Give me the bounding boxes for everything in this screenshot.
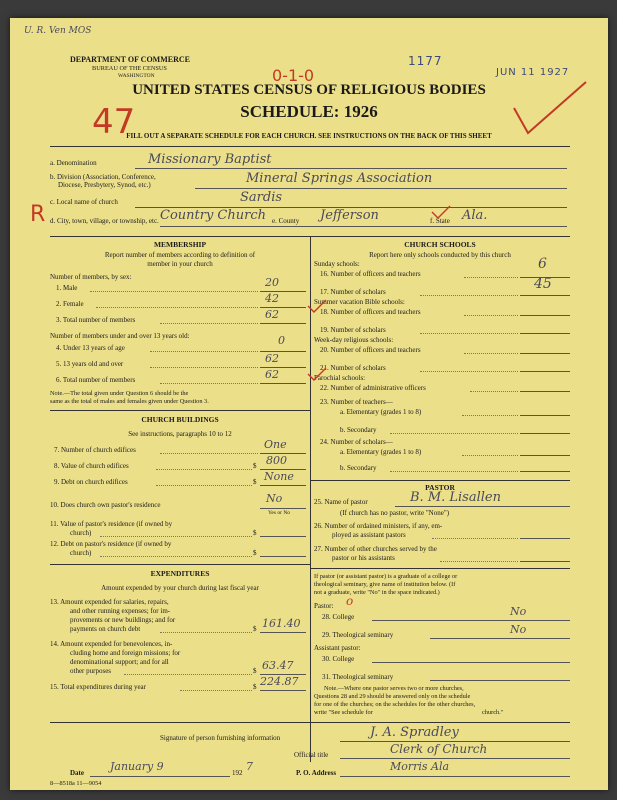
q16-label: 16. Number of officers and teachers: [320, 270, 421, 278]
q25-value: B. M. Lisallen: [410, 490, 501, 505]
date-stamp: JUN 11 1927: [496, 67, 570, 78]
form-title: UNITED STATES CENSUS OF RELIGIOUS BODIES: [132, 82, 486, 98]
official-title-label: Official title: [294, 751, 329, 759]
signature-value: J. A. Spradley: [370, 725, 459, 740]
state-value: Ala.: [462, 208, 488, 223]
q16-value: 6: [538, 256, 547, 272]
local-name-label: c. Local name of church: [50, 198, 118, 206]
q9-value: None: [264, 470, 294, 483]
q20-label: 20. Number of officers and teachers: [320, 346, 421, 354]
bureau-name: BUREAU OF THE CENSUS: [92, 65, 167, 72]
q10-value: No: [266, 492, 283, 505]
parochial-label: Parochial schools:: [314, 374, 366, 382]
q24b-label: b. Secondary: [340, 464, 377, 472]
q30-label: 30. College: [322, 655, 355, 663]
q2-value: 42: [265, 292, 279, 305]
q29-value: No: [510, 623, 527, 636]
q12-label-b: church): [70, 549, 92, 557]
county-label: e. County: [272, 217, 300, 225]
check-mark-icon: [306, 298, 328, 314]
q17-label: 17. Number of scholars: [320, 288, 386, 296]
department-name: DEPARTMENT OF COMMERCE: [70, 55, 191, 64]
state-label: f. State: [430, 217, 450, 225]
check-mark-icon: [430, 204, 452, 220]
q8-dollar: $: [253, 462, 257, 470]
schools-sub: Report here only schools conducted by this church: [369, 251, 511, 259]
year-label: 192: [232, 769, 243, 777]
by-sex-label: Number of members, by sex:: [50, 273, 132, 281]
po-address-value: Morris Ala: [390, 760, 450, 773]
division-label-1: b. Division (Association, Conference,: [50, 173, 156, 181]
pastor-sub-label: Pastor:: [314, 602, 334, 610]
q13-label-d: payments on church debt: [70, 625, 141, 633]
schools-title: CHURCH SCHOOLS: [404, 240, 476, 249]
q15-value: 224.87: [260, 675, 299, 688]
q23-label: 23. Number of teachers—: [320, 398, 393, 406]
membership-title: MEMBERSHIP: [153, 240, 207, 249]
q26-label-b: ployed as assistant pastors: [332, 531, 406, 539]
q26-label-a: 26. Number of ordained ministers, if any, em-: [314, 522, 443, 530]
q28-value: No: [510, 605, 527, 618]
pastor-inst-2: theological seminary, give name of institution below. (If: [314, 581, 456, 588]
date-label: Date: [70, 769, 84, 777]
membership-sub2: member in your church: [147, 260, 213, 268]
q8-value: 800: [266, 454, 287, 467]
r-mark: R: [30, 202, 46, 227]
q11-dollar: $: [253, 529, 257, 537]
q4-value: 0: [278, 334, 285, 347]
date-value: January 9: [110, 760, 164, 773]
q21-label: 21. Number of scholars: [320, 364, 386, 372]
membership-note-1: Note.—The total given under Question 6 should be the: [50, 390, 189, 397]
q9-dollar: $: [253, 478, 257, 486]
q23b-label: b. Secondary: [340, 426, 377, 434]
age-head-label: Number of members under and over 13 years old:: [50, 332, 190, 340]
q27-label-a: 27. Number of other churches served by the: [314, 545, 437, 553]
pastor-note-5: church.": [482, 709, 504, 716]
division-value: Mineral Springs Association: [246, 171, 433, 186]
q14-label-b: cluding home and foreign missions; for: [70, 649, 181, 657]
q14-dollar: $: [253, 667, 257, 675]
q6-value: 62: [265, 368, 279, 381]
q13-value: 161.40: [262, 617, 301, 630]
q3-label: 3. Total number of members: [56, 316, 136, 324]
form-instruction: FILL OUT A SEPARATE SCHEDULE FOR EACH CHURCH. SEE INSTRUCTIONS ON THE BACK OF THIS SHEET: [126, 132, 492, 140]
q14-label-a: 14. Amount expended for benevolences, in-: [50, 640, 173, 648]
q24a-label: a. Elementary (grades 1 to 8): [340, 448, 422, 456]
serial-number: 1177: [408, 54, 443, 68]
q14-label-c: denominational support; and for all: [70, 658, 169, 666]
q13-label-c: provements or new buildings; and for: [70, 616, 176, 624]
q11-label-b: church): [70, 529, 92, 537]
q4-label: 4. Under 13 years of age: [56, 344, 125, 352]
q12-label-a: 12. Debt on pastor's residence (if owned by: [50, 540, 172, 548]
q3-value: 62: [265, 308, 279, 321]
denomination-value: Missionary Baptist: [148, 152, 272, 167]
summer-label: Summer vacation Bible schools:: [314, 298, 405, 306]
q18-label: 18. Number of officers and teachers: [320, 308, 421, 316]
archive-stamp: U. R. Ven MOS: [24, 26, 92, 36]
q28-label: 28. College: [322, 613, 355, 621]
division-label-2: Diocese, Presbytery, Synod, etc.): [58, 181, 151, 189]
q8-label: 8. Value of church edifices: [54, 462, 129, 470]
q10-yes-no: Yes or No: [268, 510, 291, 516]
pastor-title: PASTOR: [425, 483, 455, 492]
q5-label: 5. 13 years old and over: [56, 360, 124, 368]
city-value: Country Church: [160, 208, 266, 223]
assistant-label: Assistant pastor:: [314, 644, 361, 652]
q23a-label: a. Elementary (grades 1 to 8): [340, 408, 422, 416]
po-address-label: P. O. Address: [296, 769, 337, 777]
membership-note-2: same as the total of males and females given under Question 3.: [50, 398, 209, 405]
q22-label: 22. Number of administrative officers: [320, 384, 426, 392]
expenditures-title: EXPENDITURES: [150, 569, 210, 578]
q15-dollar: $: [253, 683, 257, 691]
signature-label: Signature of person furnishing information: [160, 734, 281, 742]
county-value: Jefferson: [320, 208, 379, 223]
column-divider: [310, 236, 311, 762]
q1-label: 1. Male: [56, 284, 78, 292]
q11-label-a: 11. Value of pastor's residence (if owned by: [50, 520, 173, 528]
q13-label-a: 13. Amount expended for salaries, repairs,: [50, 598, 169, 606]
city-name: WASHINGTON: [118, 73, 155, 79]
q25-label: 25. Name of pastor: [314, 498, 368, 506]
big-number-mark: 47: [92, 102, 136, 142]
q10-label: 10. Does church own pastor's residence: [50, 501, 161, 509]
q12-dollar: $: [253, 549, 257, 557]
q25-sub: (If church has no pastor, write "None"): [340, 509, 450, 517]
q14-label-d: other purposes: [70, 667, 112, 675]
pastor-red-mark: o: [346, 594, 354, 608]
q2-label: 2. Female: [56, 300, 84, 308]
local-name-value: Sardis: [240, 190, 283, 205]
pastor-inst-3: not a graduate, write "No" in the space indicated.): [314, 589, 440, 596]
pastor-note-3: for one of the churches; on the schedules for the other churches,: [314, 701, 476, 708]
q24-label: 24. Number of scholars—: [320, 438, 393, 446]
q6-label: 6. Total number of members: [56, 376, 136, 384]
form-footer-code: 8—8518a 11—9054: [50, 780, 102, 787]
sunday-label: Sunday schools:: [314, 260, 360, 268]
schedule-title: SCHEDULE: 1926: [240, 102, 378, 121]
q31-label: 31. Theological seminary: [322, 673, 394, 681]
q13-dollar: $: [253, 625, 257, 633]
city-label: d. City, town, village, or township, etc.: [50, 217, 159, 225]
pastor-note-1: Note.—Where one pastor serves two or more churches,: [324, 685, 464, 692]
q15-label: 15. Total expenditures during year: [50, 683, 146, 691]
pastor-inst-1: If pastor (or assistant pastor) is a graduate of a college or: [314, 573, 458, 580]
q9-label: 9. Debt on church edifices: [54, 478, 128, 486]
buildings-sub: See instructions, paragraphs 10 to 12: [128, 430, 232, 438]
divider: [50, 146, 570, 147]
q13-label-b: and other running expenses; for im-: [70, 607, 171, 615]
buildings-title: CHURCH BUILDINGS: [141, 415, 219, 424]
q17-value: 45: [534, 276, 552, 292]
q14-value: 63.47: [262, 659, 294, 672]
q7-value: One: [264, 438, 287, 451]
q5-value: 62: [265, 352, 279, 365]
weekday-label: Week-day religious schools:: [314, 336, 394, 344]
code-mark: 0-1-0: [272, 66, 315, 85]
denomination-label: a. Denomination: [50, 159, 97, 167]
q7-label: 7. Number of church edifices: [54, 446, 136, 454]
pastor-note-4: write "See schedule for: [314, 709, 373, 716]
q1-value: 20: [265, 276, 279, 289]
census-schedule-form: [10, 18, 608, 790]
pastor-note-2: Questions 28 and 29 should be answered only on the schedule: [314, 693, 471, 700]
year-suffix: 7: [246, 760, 253, 773]
expenditures-sub: Amount expended by your church during last fiscal year: [101, 584, 259, 592]
membership-sub1: Report number of members according to definition of: [104, 251, 256, 259]
q27-label-b: pastor or his assistants: [332, 554, 395, 562]
check-mark-icon: [306, 366, 328, 382]
q19-label: 19. Number of scholars: [320, 326, 386, 334]
official-title-value: Clerk of Church: [390, 742, 488, 756]
q29-label: 29. Theological seminary: [322, 631, 394, 639]
